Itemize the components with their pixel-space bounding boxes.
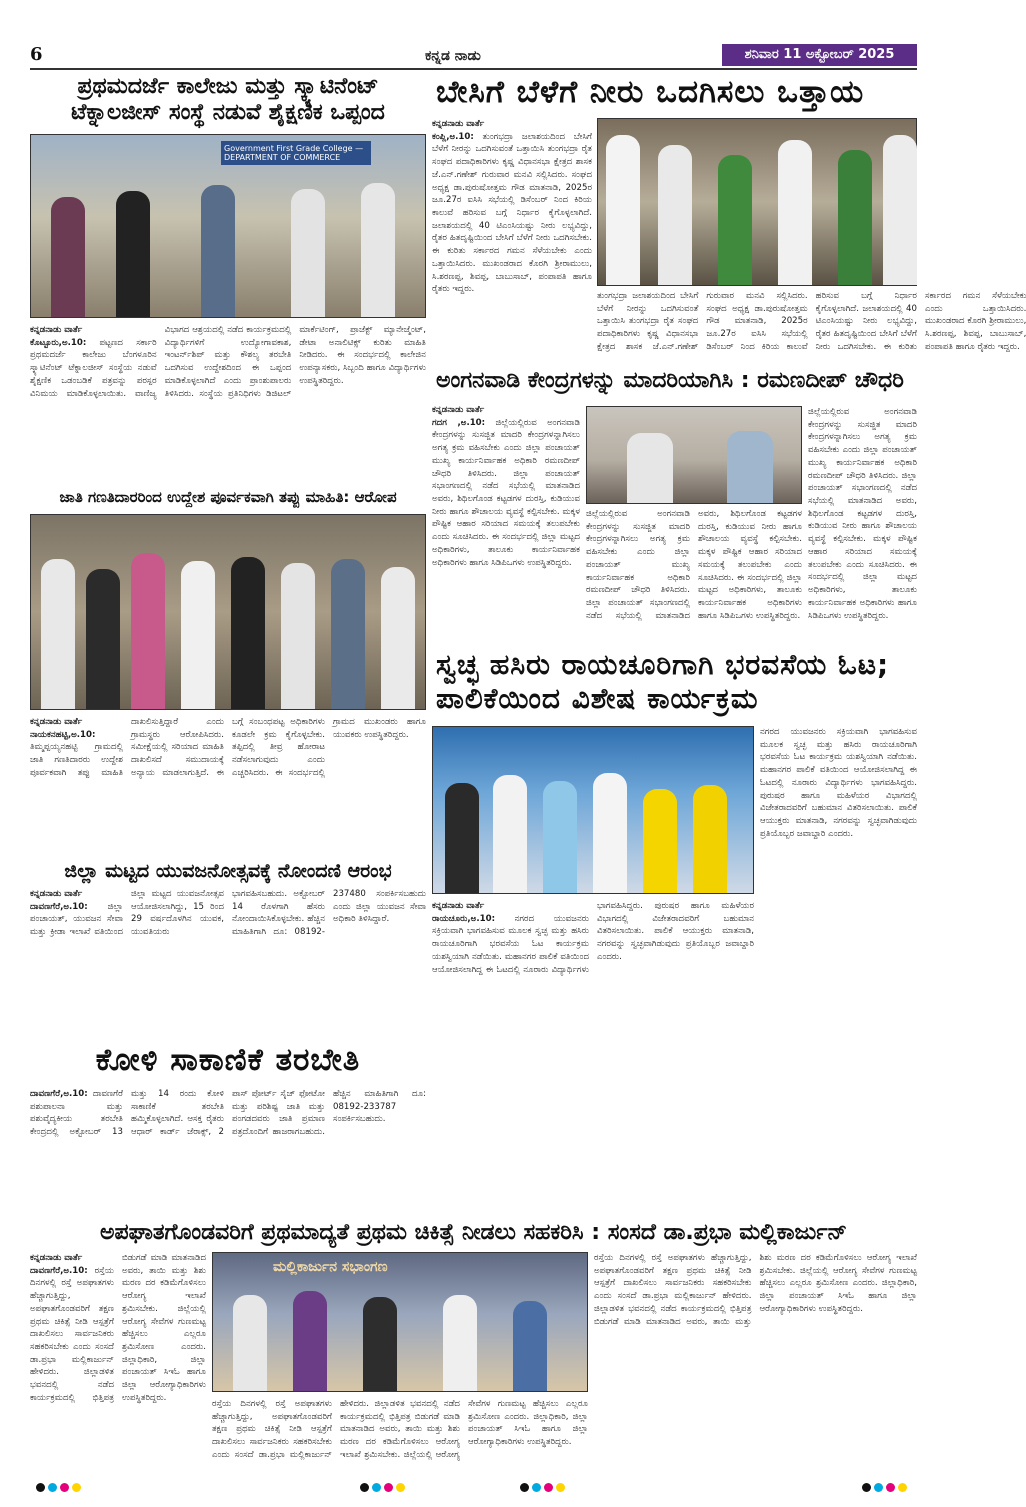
byline: ಕನ್ನಡನಾಡು ವಾರ್ತೆ (30, 889, 83, 899)
article-body (30, 1088, 426, 1208)
registration-dot (360, 1483, 369, 1492)
registration-dot (384, 1483, 393, 1492)
body-text: ಪಟ್ಟಣದ ಸರ್ಕಾರಿ ಪ್ರಥಮದರ್ಜೆ ಕಾಲೇಜು ಬೆಂಗಳೂರಿನ ಸ್ಕ್ಯಾಟಿನೆಂಟ್ ಟೆಕ್ನಾಲಜೀಸ್ ಸಂಸ್ಥೆಯ ನಡುವೆ ಶೈಕ್ಷಣಿಕ ಒಡಂಬಡಿಕೆ ಪತ್ರವನ್ನು ಪರಸ್ಪರ ವಿನಿಮಯ ಮಾಡಿಕೊಳ್ಳಲಾಯಿತು. ವಾಣಿಜ್ಯ ವಿಭಾಗದ ಆಶ್ರಯದಲ್ಲಿ ನಡೆದ ಕಾರ್ಯಕ್ರಮದಲ್ಲಿ ವಿದ್ಯಾರ್ಥಿಗಳಿಗೆ ಉದ್ಯೋಗಾವಕಾಶ, ಇಂಟರ್ನ್‌ಶಿಪ್ ಮತ್ತು ಕೌಶಲ್ಯ ತರಬೇತಿ ಒದಗಿಸುವ ಉದ್ದೇಶದಿಂದ ಈ ಒಪ್ಪಂದ ಮಾಡಿಕೊಳ್ಳಲಾಗಿದೆ ಎಂದು ಪ್ರಾಂಶುಪಾಲರು ತಿಳಿಸಿದರು. ಸಂಸ್ಥೆಯ ಪ್ರತಿನಿಧಿಗಳು ಡಿಜಿಟಲ್ ಮಾರ್ಕೆಟಿಂಗ್, ಪ್ರಾಜೆಕ್ಟ್ ಮ್ಯಾನೇಜ್ಮೆಂಟ್, ಡೇಟಾ ಅನಾಲಿಟಿಕ್ಸ್ ಕುರಿತು ಮಾಹಿತಿ ನೀಡಿದರು. ಈ ಸಂದರ್ಭದಲ್ಲಿ ಕಾಲೇಜಿನ ಉಪನ್ಯಾಸಕರು, ಸಿಬ್ಬಂದಿ ಹಾಗೂ ವಿದ್ಯಾರ್ಥಿಗಳು ಉಪಸ್ಥಿತರಿದ್ದರು. (30, 325, 426, 399)
person (281, 563, 315, 709)
person (231, 557, 265, 709)
headline-youth-fest: ಜಿಲ್ಲಾ ಮಟ್ಟದ ಯುವಜನೋತ್ಸವಕ್ಕೆ ನೋಂದಣಿ ಆರಂಭ (64, 860, 392, 882)
registration-dot (396, 1483, 405, 1492)
person (658, 145, 692, 285)
registration-dot (862, 1483, 871, 1492)
registration-dot (874, 1483, 883, 1492)
article-poultry-training (30, 1040, 426, 1210)
photo-farmers-meeting (597, 118, 917, 286)
article-college-mou (30, 72, 426, 476)
dateline: ದಾವಣಗೆರೆ,ಅ.10: (30, 1089, 88, 1099)
dateline: ರಾಯಚೂರು,ಅ.10: (432, 913, 496, 924)
person (51, 197, 85, 317)
registration-dot (72, 1483, 81, 1492)
body-text: ರಸ್ತೆಯ ದಿನಗಳಲ್ಲಿ ರಸ್ತೆ ಅಪಘಾತಗಳು ಹೆಚ್ಚಾಗುತ್ತಿದ್ದು, ಅಪಘಾತಗೊಂಡವರಿಗೆ ತಕ್ಷಣ ಪ್ರಥಮ ಚಿಕಿತ್ಸೆ ನೀಡಿ ಆಸ್ಪತ್ರೆಗೆ ದಾಖಲಿಸಲು ಸಾರ್ವಜನಿಕರು ಸಹಕರಿಸಬೇಕು ಎಂದು ಸಂಸದೆ ಡಾ.ಪ್ರಭಾ ಮಲ್ಲಿಕಾರ್ಜುನ್ ಹೇಳಿದರು. ಜಿಲ್ಲಾಡಳಿತ ಭವನದಲ್ಲಿ ನಡೆದ ಕಾರ್ಯಕ್ರಮದಲ್ಲಿ ಭಿತ್ತಿಪತ್ರ ಬಿಡುಗಡೆ ಮಾಡಿ ಮಾತನಾಡಿದ ಅವರು, ತಾಯಿ ಮತ್ತು ಶಿಶು ಮರಣ ದರ ಕಡಿಮೆಗೊಳಿಸಲು ಆರೋಗ್ಯ ಇಲಾಖೆ ಶ್ರಮಿಸಬೇಕು. ಜಿಲ್ಲೆಯಲ್ಲಿ ಆರೋಗ್ಯ ಸೇವೆಗಳ ಗುಣಮಟ್ಟ ಹೆಚ್ಚಿಸಲು ಎಲ್ಲರೂ ಶ್ರಮಿಸೋಣ ಎಂದರು. ಜಿಲ್ಲಾಧಿಕಾರಿ, ಜಿಲ್ಲಾ ಪಂಚಾಯತ್ ಸಿಇಓ ಹಾಗೂ ಜಿಲ್ಲಾ ಆರೋಗ್ಯಾಧಿಕಾರಿಗಳು ಉಪಸ್ಥಿತರಿದ್ದರು. (212, 1399, 588, 1460)
person (233, 1295, 267, 1391)
article-body (30, 1252, 206, 1474)
header-rule (30, 68, 917, 70)
photo-run-winners (432, 726, 754, 894)
article-summer-water (432, 72, 1026, 362)
headline-caste-survey: ಜಾತಿ ಗಣತಿದಾರರಿಂದ ಉದ್ದೇಶ ಪೂರ್ವಕವಾಗಿ ತಪ್ಪು ಮಾಹಿತಿ: ಆರೋಪ (59, 488, 397, 506)
article-body-side (760, 726, 917, 1214)
article-raichur-run (432, 646, 917, 1216)
article-first-aid (30, 1218, 917, 1474)
registration-dot (372, 1483, 381, 1492)
article-body (30, 888, 426, 1032)
issue-date: ಶನಿವಾರ 11 ಅಕ್ಟೋಬರ್ 2025 (722, 44, 917, 66)
page-header (0, 0, 945, 66)
person (693, 785, 727, 893)
person (181, 561, 215, 709)
body-text: ನಗರದ ಯುವಜನರು ಸಕ್ರಿಯವಾಗಿ ಭಾಗವಹಿಸುವ ಮೂಲಕ ಸ್ವಚ್ಛ ಮತ್ತು ಹಸಿರು ರಾಯಚೂರಿಗಾಗಿ ಭರವಸೆಯ ಓಟ ಕಾರ್ಯಕ್ರಮ ಯಶಸ್ವಿಯಾಗಿ ನಡೆಯಿತು. ಮಹಾನಗರ ಪಾಲಿಕೆ ವತಿಯಿಂದ ಆಯೋಜಿಸಲಾಗಿದ್ದ ಈ ಓಟದಲ್ಲಿ ನೂರಾರು ವಿದ್ಯಾರ್ಥಿಗಳು ಭಾಗವಹಿಸಿದ್ದರು. ಪುರುಷರ ಹಾಗೂ ಮಹಿಳೆಯರ ವಿಭಾಗದಲ್ಲಿ ವಿಜೇತರಾದವರಿಗೆ ಬಹುಮಾನ ವಿತರಿಸಲಾಯಿತು. ಪಾಲಿಕೆ ಆಯುಕ್ತರು ಮಾತನಾಡಿ, ನಗರವನ್ನು ಸ್ವಚ್ಛವಾಗಿಡುವುದು ಪ್ರತಿಯೊಬ್ಬರ ಜವಾಬ್ದಾರಿ ಎಂದರು. (760, 727, 917, 839)
person (593, 773, 627, 893)
person (493, 775, 527, 893)
byline: ಕನ್ನಡನಾಡು ವಾರ್ತೆ (30, 1253, 83, 1263)
article-anganwadi (432, 366, 917, 642)
person (41, 559, 75, 709)
article-body-cont (808, 406, 917, 640)
person (86, 569, 120, 709)
hall-banner: ಮಲ್ಲಿಕಾರ್ಜುನ ಸಭಾಂಗಣ (273, 1259, 388, 1275)
article-body-cont (586, 508, 802, 640)
article-body (432, 900, 754, 1214)
byline: ಕನ್ನಡನಾಡು ವಾರ್ತೆ (432, 119, 485, 129)
person (361, 183, 395, 317)
person (381, 567, 415, 709)
person (643, 789, 677, 893)
photo-poster-release (212, 1252, 588, 1392)
headline-college-mou: ಪ್ರಥಮದರ್ಜೆ ಕಾಲೇಜು ಮತ್ತು ಸ್ಕ್ಯಾಟಿನೆಂಟ್ ಟೆಕ್ನಾಲಜೀಸ್ ಸಂಸ್ಥೆ ನಡುವೆ ಶೈಕ್ಷಣಿಕ ಒಪ್ಪಂದ (71, 74, 385, 126)
registration-dot (544, 1483, 553, 1492)
byline: ಕನ್ನಡನಾಡು ವಾರ್ತೆ (30, 717, 83, 727)
byline: ಕನ್ನಡನಾಡು ವಾರ್ತೆ (432, 405, 485, 415)
print-registration-marks (0, 1478, 945, 1498)
registration-dot (886, 1483, 895, 1492)
person (883, 135, 917, 285)
article-body (30, 716, 426, 850)
dateline: ದಾವಣಗೆರೆ,ಅ.10: (30, 901, 88, 912)
person (718, 155, 752, 285)
headline-first-aid: ಅಪಘಾತಗೊಂಡವರಿಗೆ ಪ್ರಥಮಾದ್ಯತೆ ಪ್ರಥಮ ಚಿಕಿತ್ಸೆ ನೀಡಲು ಸಹಕರಿಸಿ : ಸಂಸದೆ ಡಾ.ಪ್ರಭಾ ಮಲ್ಲಿಕಾರ್ಜುನ್ (100, 1220, 847, 1245)
headline-summer-water: ಬೇಸಿಗೆ ಬೆಳೆಗೆ ನೀರು ಒದಗಿಸಲು ಒತ್ತಾಯ (436, 74, 865, 110)
registration-dot (556, 1483, 565, 1492)
banner: Government First Grade College — DEPARTMENT OF COMMERCE (221, 141, 371, 165)
page-number: 6 (30, 44, 43, 65)
person (131, 553, 165, 709)
body-text: ಜಿಲ್ಲೆಯಲ್ಲಿರುವ ಅಂಗನವಾಡಿ ಕೇಂದ್ರಗಳನ್ನು ಸುಸಜ್ಜಿತ ಮಾದರಿ ಕೇಂದ್ರಗಳನ್ನಾಗಿಸಲು ಅಗತ್ಯ ಕ್ರಮ ವಹಿಸಬೇಕು ಎಂದು ಜಿಲ್ಲಾ ಪಂಚಾಯತ್ ಮುಖ್ಯ ಕಾರ್ಯನಿರ್ವಾಹಕ ಅಧಿಕಾರಿ ರಮಣದೀಪ್ ಚೌಧರಿ ತಿಳಿಸಿದರು. ಜಿಲ್ಲಾ ಪಂಚಾಯತ್ ಸಭಾಂಗಣದಲ್ಲಿ ನಡೆದ ಸಭೆಯಲ್ಲಿ ಮಾತನಾಡಿದ ಅವರು, ಶಿಥಿಲಗೊಂಡ ಕಟ್ಟಡಗಳ ದುರಸ್ತಿ, ಕುಡಿಯುವ ನೀರು ಹಾಗೂ ಶೌಚಾಲಯ ವ್ಯವಸ್ಥೆ ಕಲ್ಪಿಸಬೇಕು. ಮಕ್ಕಳ ಪೌಷ್ಟಿಕ ಆಹಾರ ಸರಿಯಾದ ಸಮಯಕ್ಕೆ ತಲುಪಬೇಕು ಎಂದು ಸೂಚಿಸಿದರು. ಈ ಸಂದರ್ಭದಲ್ಲಿ ಜಿಲ್ಲಾ ಮಟ್ಟದ ಅಧಿಕಾರಿಗಳು, ತಾಲೂಕು ಕಾರ್ಯನಿರ್ವಾಹಕ ಅಧಿಕಾರಿಗಳು ಹಾಗೂ ಸಿಡಿಪಿಒಗಳು ಉಪಸ್ಥಿತರಿದ್ದರು. (432, 417, 580, 568)
person (838, 150, 872, 285)
body-text: ನಗರದ ಯುವಜನರು ಸಕ್ರಿಯವಾಗಿ ಭಾಗವಹಿಸುವ ಮೂಲಕ ಸ್ವಚ್ಛ ಮತ್ತು ಹಸಿರು ರಾಯಚೂರಿಗಾಗಿ ಭರವಸೆಯ ಓಟ ಕಾರ್ಯಕ್ರಮ ಯಶಸ್ವಿಯಾಗಿ ನಡೆಯಿತು. ಮಹಾನಗರ ಪಾಲಿಕೆ ವತಿಯಿಂದ ಆಯೋಜಿಸಲಾಗಿದ್ದ ಈ ಓಟದಲ್ಲಿ ನೂರಾರು ವಿದ್ಯಾರ್ಥಿಗಳು ಭಾಗವಹಿಸಿದ್ದರು. ಪುರುಷರ ಹಾಗೂ ಮಹಿಳೆಯರ ವಿಭಾಗದಲ್ಲಿ ವಿಜೇತರಾದವರಿಗೆ ಬಹುಮಾನ ವಿತರಿಸಲಾಯಿತು. ಪಾಲಿಕೆ ಆಯುಕ್ತರು ಮಾತನಾಡಿ, ನಗರವನ್ನು ಸ್ವಚ್ಛವಾಗಿಡುವುದು ಪ್ರತಿಯೊಬ್ಬರ ಜವಾಬ್ದಾರಿ ಎಂದರು. (432, 901, 754, 975)
body-text: ತುಂಗಭದ್ರಾ ಜಲಾಶಯದಿಂದ ಬೇಸಿಗೆ ಬೆಳೆಗೆ ನೀರನ್ನು ಒದಗಿಸುವಂತೆ ಒತ್ತಾಯಿಸಿ ತುಂಗಭದ್ರಾ ರೈತ ಸಂಘದ ಪದಾಧಿಕಾರಿಗಳು ಕೃಷ್ಣ ವಿಧಾನಸಭಾ ಕ್ಷೇತ್ರದ ಶಾಸಕ ಜೆ.ಎನ್.ಗಣೇಶ್ ಗುರುವಾರ ಮನವಿ ಸಲ್ಲಿಸಿದರು. ಸಂಘದ ಅಧ್ಯಕ್ಷ ಡಾ.ಪುರುಷೋತ್ತಮ ಗೌಡ ಮಾತನಾಡಿ, 2025ರ ಜೂ.27ರ ಐಸಿಸಿ ಸಭೆಯಲ್ಲಿ ಡಿಸೆಂಬರ್ ನಿಂದ ಕಿರಿಯ ಕಾಲುವೆ ಹರಿಸುವ ಬಗ್ಗೆ ನಿರ್ಧಾರ ಕೈಗೊಳ್ಳಲಾಗಿದೆ. ಜಲಾಶಯದಲ್ಲಿ 40 ಟಿಎಂಸಿಯಷ್ಟು ನೀರು ಲಭ್ಯವಿದ್ದು, ರೈತರ ಹಿತದೃಷ್ಟಿಯಿಂದ ಬೇಸಿಗೆ ಬೆಳೆಗೆ ನೀರು ಒದಗಿಸಬೇಕು. ಈ ಕುರಿತು ಸರ್ಕಾರದ ಗಮನ ಸೆಳೆಯಬೇಕು ಎಂದು ಒತ್ತಾಯಿಸಿದರು. ಮುಖಂಡರಾದ ಕೊರಗಿ ಶ್ರೀರಾಮುಲು, ಸಿ.ಶರಣಪ್ಪ, ಶಿವಪ್ಪ, ಬಾಬುಸಾಬ್, ಪಂಪಾಪತಿ ಹಾಗೂ ರೈತರು ಇದ್ದರು. (432, 131, 592, 295)
body-text: ಜಿಲ್ಲೆಯಲ್ಲಿರುವ ಅಂಗನವಾಡಿ ಕೇಂದ್ರಗಳನ್ನು ಸುಸಜ್ಜಿತ ಮಾದರಿ ಕೇಂದ್ರಗಳನ್ನಾಗಿಸಲು ಅಗತ್ಯ ಕ್ರಮ ವಹಿಸಬೇಕು ಎಂದು ಜಿಲ್ಲಾ ಪಂಚಾಯತ್ ಮುಖ್ಯ ಕಾರ್ಯನಿರ್ವಾಹಕ ಅಧಿಕಾರಿ ರಮಣದೀಪ್ ಚೌಧರಿ ತಿಳಿಸಿದರು. ಜಿಲ್ಲಾ ಪಂಚಾಯತ್ ಸಭಾಂಗಣದಲ್ಲಿ ನಡೆದ ಸಭೆಯಲ್ಲಿ ಮಾತನಾಡಿದ ಅವರು, ಶಿಥಿಲಗೊಂಡ ಕಟ್ಟಡಗಳ ದುರಸ್ತಿ, ಕುಡಿಯುವ ನೀರು ಹಾಗೂ ಶೌಚಾಲಯ ವ್ಯವಸ್ಥೆ ಕಲ್ಪಿಸಬೇಕು. ಮಕ್ಕಳ ಪೌಷ್ಟಿಕ ಆಹಾರ ಸರಿಯಾದ ಸಮಯಕ್ಕೆ ತಲುಪಬೇಕು ಎಂದು ಸೂಚಿಸಿದರು. ಈ ಸಂದರ್ಭದಲ್ಲಿ ಜಿಲ್ಲಾ ಮಟ್ಟದ ಅಧಿಕಾರಿಗಳು, ತಾಲೂಕು ಕಾರ್ಯನಿರ್ವಾಹಕ ಅಧಿಕಾರಿಗಳು ಹಾಗೂ ಸಿಡಿಪಿಒಗಳು ಉಪಸ್ಥಿತರಿದ್ದರು. (586, 509, 802, 621)
body-text: ರಸ್ತೆಯ ದಿನಗಳಲ್ಲಿ ರಸ್ತೆ ಅಪಘಾತಗಳು ಹೆಚ್ಚಾಗುತ್ತಿದ್ದು, ಅಪಘಾತಗೊಂಡವರಿಗೆ ತಕ್ಷಣ ಪ್ರಥಮ ಚಿಕಿತ್ಸೆ ನೀಡಿ ಆಸ್ಪತ್ರೆಗೆ ದಾಖಲಿಸಲು ಸಾರ್ವಜನಿಕರು ಸಹಕರಿಸಬೇಕು ಎಂದು ಸಂಸದೆ ಡಾ.ಪ್ರಭಾ ಮಲ್ಲಿಕಾರ್ಜುನ್ ಹೇಳಿದರು. ಜಿಲ್ಲಾಡಳಿತ ಭವನದಲ್ಲಿ ನಡೆದ ಕಾರ್ಯಕ್ರಮದಲ್ಲಿ ಭಿತ್ತಿಪತ್ರ ಬಿಡುಗಡೆ ಮಾಡಿ ಮಾತನಾಡಿದ ಅವರು, ತಾಯಿ ಮತ್ತು ಶಿಶು ಮರಣ ದರ ಕಡಿಮೆಗೊಳಿಸಲು ಆರೋಗ್ಯ ಇಲಾಖೆ ಶ್ರಮಿಸಬೇಕು. ಜಿಲ್ಲೆಯಲ್ಲಿ ಆರೋಗ್ಯ ಸೇವೆಗಳ ಗುಣಮಟ್ಟ ಹೆಚ್ಚಿಸಲು ಎಲ್ಲರೂ ಶ್ರಮಿಸೋಣ ಎಂದರು. ಜಿಲ್ಲಾಧಿಕಾರಿ, ಜಿಲ್ಲಾ ಪಂಚಾಯತ್ ಸಿಇಓ ಹಾಗೂ ಜಿಲ್ಲಾ ಆರೋಗ್ಯಾಧಿಕಾರಿಗಳು ಉಪಸ್ಥಿತರಿದ್ದರು. (594, 1253, 917, 1327)
headline-poultry-training: ಕೋಳಿ ಸಾಕಾಣಿಕೆ ತರಬೇತಿ (95, 1042, 361, 1078)
person (513, 1301, 547, 1391)
article-body-cont (212, 1398, 588, 1474)
dateline: ಗದಗ ,ಅ.10: (432, 417, 486, 428)
byline: ಕನ್ನಡನಾಡು ವಾರ್ತೆ (30, 325, 83, 335)
person (201, 185, 235, 317)
person (727, 431, 773, 503)
photo-college-mou (30, 134, 426, 318)
article-caste-survey (30, 486, 426, 852)
registration-dot (520, 1483, 529, 1492)
registration-dot (60, 1483, 69, 1492)
photo-villagers (30, 514, 426, 710)
body-text: ರಸ್ತೆಯ ದಿನಗಳಲ್ಲಿ ರಸ್ತೆ ಅಪಘಾತಗಳು ಹೆಚ್ಚಾಗುತ್ತಿದ್ದು, ಅಪಘಾತಗೊಂಡವರಿಗೆ ತಕ್ಷಣ ಪ್ರಥಮ ಚಿಕಿತ್ಸೆ ನೀಡಿ ಆಸ್ಪತ್ರೆಗೆ ದಾಖಲಿಸಲು ಸಾರ್ವಜನಿಕರು ಸಹಕರಿಸಬೇಕು ಎಂದು ಸಂಸದೆ ಡಾ.ಪ್ರಭಾ ಮಲ್ಲಿಕಾರ್ಜುನ್ ಹೇಳಿದರು. ಜಿಲ್ಲಾಡಳಿತ ಭವನದಲ್ಲಿ ನಡೆದ ಕಾರ್ಯಕ್ರಮದಲ್ಲಿ ಭಿತ್ತಿಪತ್ರ ಬಿಡುಗಡೆ ಮಾಡಿ ಮಾತನಾಡಿದ ಅವರು, ತಾಯಿ ಮತ್ತು ಶಿಶು ಮರಣ ದರ ಕಡಿಮೆಗೊಳಿಸಲು ಆರೋಗ್ಯ ಇಲಾಖೆ ಶ್ರಮಿಸಬೇಕು. ಜಿಲ್ಲೆಯಲ್ಲಿ ಆರೋಗ್ಯ ಸೇವೆಗಳ ಗುಣಮಟ್ಟ ಹೆಚ್ಚಿಸಲು ಎಲ್ಲರೂ ಶ್ರಮಿಸೋಣ ಎಂದರು. ಜಿಲ್ಲಾಧಿಕಾರಿ, ಜಿಲ್ಲಾ ಪಂಚಾಯತ್ ಸಿಇಓ ಹಾಗೂ ಜಿಲ್ಲಾ ಆರೋಗ್ಯಾಧಿಕಾರಿಗಳು ಉಪಸ್ಥಿತರಿದ್ದರು. (30, 1253, 206, 1403)
body-text: ದಾವಣಗೆರೆ ಪಶುಪಾಲನಾ ಮತ್ತು ಪಶುವೈದ್ಯಕೀಯ ತರಬೇತಿ ಕೇಂದ್ರದಲ್ಲಿ ಅಕ್ಟೋಬರ್ 13 ಮತ್ತು 14 ರಂದು ಕೋಳಿ ಸಾಕಾಣಿಕೆ ತರಬೇತಿ ಹಮ್ಮಿಕೊಳ್ಳಲಾಗಿದೆ. ಆಸಕ್ತ ರೈತರು ಆಧಾರ್ ಕಾರ್ಡ್ ಜೆರಾಕ್ಸ್, 2 ಪಾಸ್ ಪೋರ್ಟ್ ಸೈಜ್ ಫೋಟೋ ಮತ್ತು ಪರಿಶಿಷ್ಟ ಜಾತಿ ಮತ್ತು ಪಂಗಡದವರು ಜಾತಿ ಪ್ರಮಾಣ ಪತ್ರದೊಂದಿಗೆ ಹಾಜರಾಗಬಹುದು. ಹೆಚ್ಚಿನ ಮಾಹಿತಿಗಾಗಿ ದೂ: 08192-233787 ಸಂಪರ್ಕಿಸಬಹುದು. (30, 1089, 426, 1138)
person (778, 140, 812, 285)
body-text: ಜಿಲ್ಲಾ ಪಂಚಾಯತ್, ಯುವಜನ ಸೇವಾ ಮತ್ತು ಕ್ರೀಡಾ ಇಲಾಖೆ ವತಿಯಿಂದ ಜಿಲ್ಲಾ ಮಟ್ಟದ ಯುವಜನೋತ್ಸವ ಆಯೋಜಿಸಲಾಗಿದ್ದು, 15 ರಿಂದ 29 ವರ್ಷದೊಳಗಿನ ಯುವಕ, ಯುವತಿಯರು ಭಾಗವಹಿಸಬಹುದು. ಅಕ್ಟೋಬರ್ 14 ರೊಳಗಾಗಿ ಹೆಸರು ನೋಂದಾಯಿಸಿಕೊಳ್ಳಬೇಕು. ಹೆಚ್ಚಿನ ಮಾಹಿತಿಗಾಗಿ ದೂ: 08192-237480 ಸಂಪರ್ಕಿಸಬಹುದು ಎಂದು ಜಿಲ್ಲಾ ಯುವಜನ ಸೇವಾ ಅಧಿಕಾರಿ ತಿಳಿಸಿದ್ದಾರೆ. (30, 889, 426, 938)
dateline: ಕೊಟ್ಟೂರು,ಅ.10: (30, 337, 87, 348)
person (291, 189, 325, 317)
registration-dot (898, 1483, 907, 1492)
person (606, 135, 640, 285)
person (331, 559, 365, 709)
body-text: ಜಿಲ್ಲೆಯಲ್ಲಿರುವ ಅಂಗನವಾಡಿ ಕೇಂದ್ರಗಳನ್ನು ಸುಸಜ್ಜಿತ ಮಾದರಿ ಕೇಂದ್ರಗಳನ್ನಾಗಿಸಲು ಅಗತ್ಯ ಕ್ರಮ ವಹಿಸಬೇಕು ಎಂದು ಜಿಲ್ಲಾ ಪಂಚಾಯತ್ ಮುಖ್ಯ ಕಾರ್ಯನಿರ್ವಾಹಕ ಅಧಿಕಾರಿ ರಮಣದೀಪ್ ಚೌಧರಿ ತಿಳಿಸಿದರು. ಜಿಲ್ಲಾ ಪಂಚಾಯತ್ ಸಭಾಂಗಣದಲ್ಲಿ ನಡೆದ ಸಭೆಯಲ್ಲಿ ಮಾತನಾಡಿದ ಅವರು, ಶಿಥಿಲಗೊಂಡ ಕಟ್ಟಡಗಳ ದುರಸ್ತಿ, ಕುಡಿಯುವ ನೀರು ಹಾಗೂ ಶೌಚಾಲಯ ವ್ಯವಸ್ಥೆ ಕಲ್ಪಿಸಬೇಕು. ಮಕ್ಕಳ ಪೌಷ್ಟಿಕ ಆಹಾರ ಸರಿಯಾದ ಸಮಯಕ್ಕೆ ತಲುಪಬೇಕು ಎಂದು ಸೂಚಿಸಿದರು. ಈ ಸಂದರ್ಭದಲ್ಲಿ ಜಿಲ್ಲಾ ಮಟ್ಟದ ಅಧಿಕಾರಿಗಳು, ತಾಲೂಕು ಕಾರ್ಯನಿರ್ವಾಹಕ ಅಧಿಕಾರಿಗಳು ಹಾಗೂ ಸಿಡಿಪಿಒಗಳು ಉಪಸ್ಥಿತರಿದ್ದರು. (808, 407, 917, 621)
dateline: ದಾವಣಗೆರೆ,ಅ.10: (30, 1265, 88, 1276)
masthead: ಕನ್ನಡ ನಾಡು (425, 48, 481, 64)
person (363, 1297, 397, 1391)
headline-raichur-run: ಸ್ವಚ್ಛ ಹಸಿರು ರಾಯಚೂರಿಗಾಗಿ ಭರವಸೆಯ ಓಟ; ಪಾಲಿಕೆಯಿಂದ ವಿಶೇಷ ಕಾರ್ಯಕ್ರಮ (436, 648, 890, 715)
person (443, 1295, 477, 1391)
dateline: ಕಂಪ್ಲಿ,ಅ.10: (432, 131, 474, 142)
article-body (432, 118, 592, 360)
registration-dot (532, 1483, 541, 1492)
person (543, 781, 577, 893)
dateline: ನಾಯಕನಹಟ್ಟಿ,ಅ.10: (30, 729, 96, 740)
person (116, 191, 150, 317)
article-youth-fest (30, 858, 426, 1034)
person (627, 433, 673, 503)
photo-anganwadi-meeting (586, 406, 802, 504)
registration-dot (36, 1483, 45, 1492)
person (445, 783, 479, 893)
body-text: ತುಂಗಭದ್ರಾ ಜಲಾಶಯದಿಂದ ಬೇಸಿಗೆ ಬೆಳೆಗೆ ನೀರನ್ನು ಒದಗಿಸುವಂತೆ ಒತ್ತಾಯಿಸಿ ತುಂಗಭದ್ರಾ ರೈತ ಸಂಘದ ಪದಾಧಿಕಾರಿಗಳು ಕೃಷ್ಣ ವಿಧಾನಸಭಾ ಕ್ಷೇತ್ರದ ಶಾಸಕ ಜೆ.ಎನ್.ಗಣೇಶ್ ಗುರುವಾರ ಮನವಿ ಸಲ್ಲಿಸಿದರು. ಸಂಘದ ಅಧ್ಯಕ್ಷ ಡಾ.ಪುರುಷೋತ್ತಮ ಗೌಡ ಮಾತನಾಡಿ, 2025ರ ಜೂ.27ರ ಐಸಿಸಿ ಸಭೆಯಲ್ಲಿ ಡಿಸೆಂಬರ್ ನಿಂದ ಕಿರಿಯ ಕಾಲುವೆ ಹರಿಸುವ ಬಗ್ಗೆ ನಿರ್ಧಾರ ಕೈಗೊಳ್ಳಲಾಗಿದೆ. ಜಲಾಶಯದಲ್ಲಿ 40 ಟಿಎಂಸಿಯಷ್ಟು ನೀರು ಲಭ್ಯವಿದ್ದು, ರೈತರ ಹಿತದೃಷ್ಟಿಯಿಂದ ಬೇಸಿಗೆ ಬೆಳೆಗೆ ನೀರು ಒದಗಿಸಬೇಕು. ಈ ಕುರಿತು ಸರ್ಕಾರದ ಗಮನ ಸೆಳೆಯಬೇಕು ಎಂದು ಒತ್ತಾಯಿಸಿದರು. ಮುಖಂಡರಾದ ಕೊರಗಿ ಶ್ರೀರಾಮುಲು, ಸಿ.ಶರಣಪ್ಪ, ಶಿವಪ್ಪ, ಬಾಬುಸಾಬ್, ಪಂಪಾಪತಿ ಹಾಗೂ ರೈತರು ಇದ್ದರು. (597, 291, 1026, 352)
body-text: ತಿಮ್ಮಪ್ಪಯ್ಯನಹಟ್ಟಿ ಗ್ರಾಮದಲ್ಲಿ ಜಾತಿ ಗಣತಿದಾರರು ಉದ್ದೇಶ ಪೂರ್ವಕವಾಗಿ ತಪ್ಪು ಮಾಹಿತಿ ದಾಖಲಿಸುತ್ತಿದ್ದಾರೆ ಎಂದು ಗ್ರಾಮಸ್ಥರು ಆರೋಪಿಸಿದರು. ಸಮೀಕ್ಷೆಯಲ್ಲಿ ಸರಿಯಾದ ಮಾಹಿತಿ ದಾಖಲಿಸದೆ ಸಮುದಾಯಕ್ಕೆ ಅನ್ಯಾಯ ಮಾಡಲಾಗುತ್ತಿದೆ. ಈ ಬಗ್ಗೆ ಸಂಬಂಧಪಟ್ಟ ಅಧಿಕಾರಿಗಳು ಕೂಡಲೇ ಕ್ರಮ ಕೈಗೊಳ್ಳಬೇಕು. ತಪ್ಪಿದಲ್ಲಿ ತೀವ್ರ ಹೋರಾಟ ನಡೆಸಲಾಗುವುದು ಎಂದು ಎಚ್ಚರಿಸಿದರು. ಈ ಸಂದರ್ಭದಲ್ಲಿ ಗ್ರಾಮದ ಮುಖಂಡರು ಹಾಗೂ ಯುವಕರು ಉಪಸ್ಥಿತರಿದ್ದರು. (30, 717, 426, 778)
article-body-right (594, 1252, 917, 1474)
headline-anganwadi: ಅಂಗನವಾಡಿ ಕೇಂದ್ರಗಳನ್ನು ಮಾದರಿಯಾಗಿಸಿ : ರಮಣದೀಪ್ ಚೌಧರಿ (436, 368, 904, 393)
article-body (432, 404, 580, 640)
article-body-cont (597, 290, 1026, 360)
byline: ಕನ್ನಡನಾಡು ವಾರ್ತೆ (432, 901, 485, 911)
registration-dot (48, 1483, 57, 1492)
person (293, 1291, 327, 1391)
article-body (30, 324, 426, 474)
